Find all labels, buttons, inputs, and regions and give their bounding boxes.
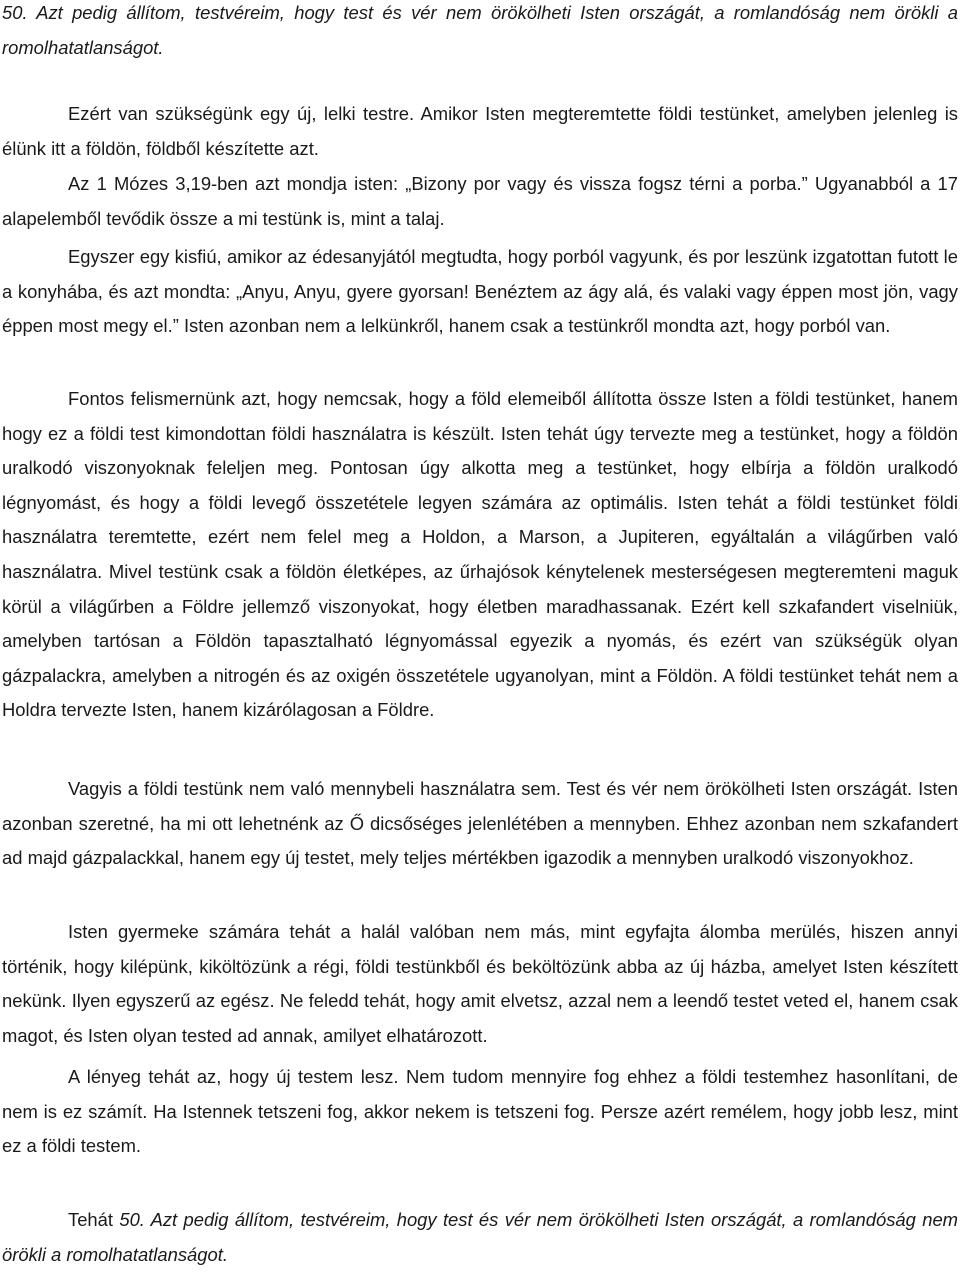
closing-prefix: Tehát — [68, 1209, 120, 1230]
paragraph-6: Isten gyermeke számára tehát a halál valóban nem más, mint egyfajta álomba merülés, hiszen annyi történik, hogy kilépünk, kiköltözünk a régi, földi testünkből és beköltözünk abba az új házba, amelyet Isten készített nekünk. Ilyen egyszerű az egész. Ne feledd tehát, hogy amit elvetsz, azzal nem a leendő testet veted el, hanem csak magot, és Isten olyan tested ad annak, amilyet elhatározott. — [2, 921, 958, 1046]
paragraph-7: A lényeg tehát az, hogy új testem lesz. Nem tudom mennyire fog ehhez a földi testemhez hasonlítani, de nem is ez számít. Ha Istennek tetszeni fog, akkor nekem is tetszeni fog. Persze azért remélem, hogy jobb lesz, mint ez a földi testem. — [2, 1066, 958, 1157]
paragraph-2: Az 1 Mózes 3,19-ben azt mondja isten: „Bizony por vagy és vissza fogsz térni a porba.” Ugyanabból a 17 alapelemből tevődik össze a mi testünk is, mint a talaj. — [2, 173, 958, 229]
paragraph-3: Egyszer egy kisfiú, amikor az édesanyjától megtudta, hogy porból vagyunk, és por leszünk izgatottan futott le a konyhába, és azt mondta: „Anyu, Anyu, gyere gyorsan! Benéztem az ágy alá, és valaki vagy éppen most jön, vagy éppen most megy el.” Isten azonban nem a lelkünkről, hanem csak a testünkről mondta azt, hogy porból van. — [2, 246, 958, 337]
paragraph-5: Vagyis a földi testünk nem való mennybeli használatra sem. Test és vér nem örökölheti Isten országát. Isten azonban szeretné, ha mi ott lehetnénk az Ő dicsőséges jelenlétében a mennyben. Ehhez azonban nem szkafandert ad majd gázpalackkal, hanem egy új testet, mely teljes mértékben igazodik a mennyben uralkodó viszonyokhoz. — [2, 778, 958, 869]
paragraph-1: Ezért van szükségünk egy új, lelki testre. Amikor Isten megteremtette földi testünket, amelyben jelenleg is élünk itt a földön, földből készítette azt. — [2, 103, 958, 159]
paragraph-4: Fontos felismernünk azt, hogy nemcsak, hogy a föld elemeiből állította össze Isten a földi testünket, hanem hogy ez a földi test kimondottan földi használatra is készült. Isten tehát úgy tervezte meg a testünket, hogy a földön uralkodó viszonyoknak feleljen meg. Pontosan úgy alkotta meg a testünket, hogy elbírja a földön uralkodó légnyomást, és hogy a földi levegő összetétele legyen számára az optimális. Isten tehát a földi testünket földi használatra teremtette, ezért nem felel meg a Holdon, a Marson, a Jupiteren, egyáltalán a világűrben való használatra. Mivel testünk csak a földön életképes, az űrhajósok kénytelenek mesterségesen megteremteni maguk körül a világűrben a Földre jellemző viszonyokat, hogy életben maradhassanak. Ezért kell szkafandert viselniük, amelyben tartósan a Földön tapasztalható légnyomással egyezik a nyomás, és ezért van szükségük olyan gázpalackra, amelyben a nitrogén és az oxigén összetétele ugyanolyan, mint a Földön. A földi testünket tehát nem a Holdra tervezte Isten, hanem kizárólagosan a Földre. — [2, 388, 958, 721]
closing-verse: 50. Azt pedig állítom, testvéreim, hogy test és vér nem örökölheti Isten országát, a romlandóság nem örökli a romolhatatlanságot. — [2, 1209, 958, 1265]
opening-verse: 50. Azt pedig állítom, testvéreim, hogy test és vér nem örökölheti Isten országát, a romlandóság nem örökli a romolhatatlanságot. — [2, 2, 958, 58]
closing-paragraph — [2, 1203, 958, 1272]
